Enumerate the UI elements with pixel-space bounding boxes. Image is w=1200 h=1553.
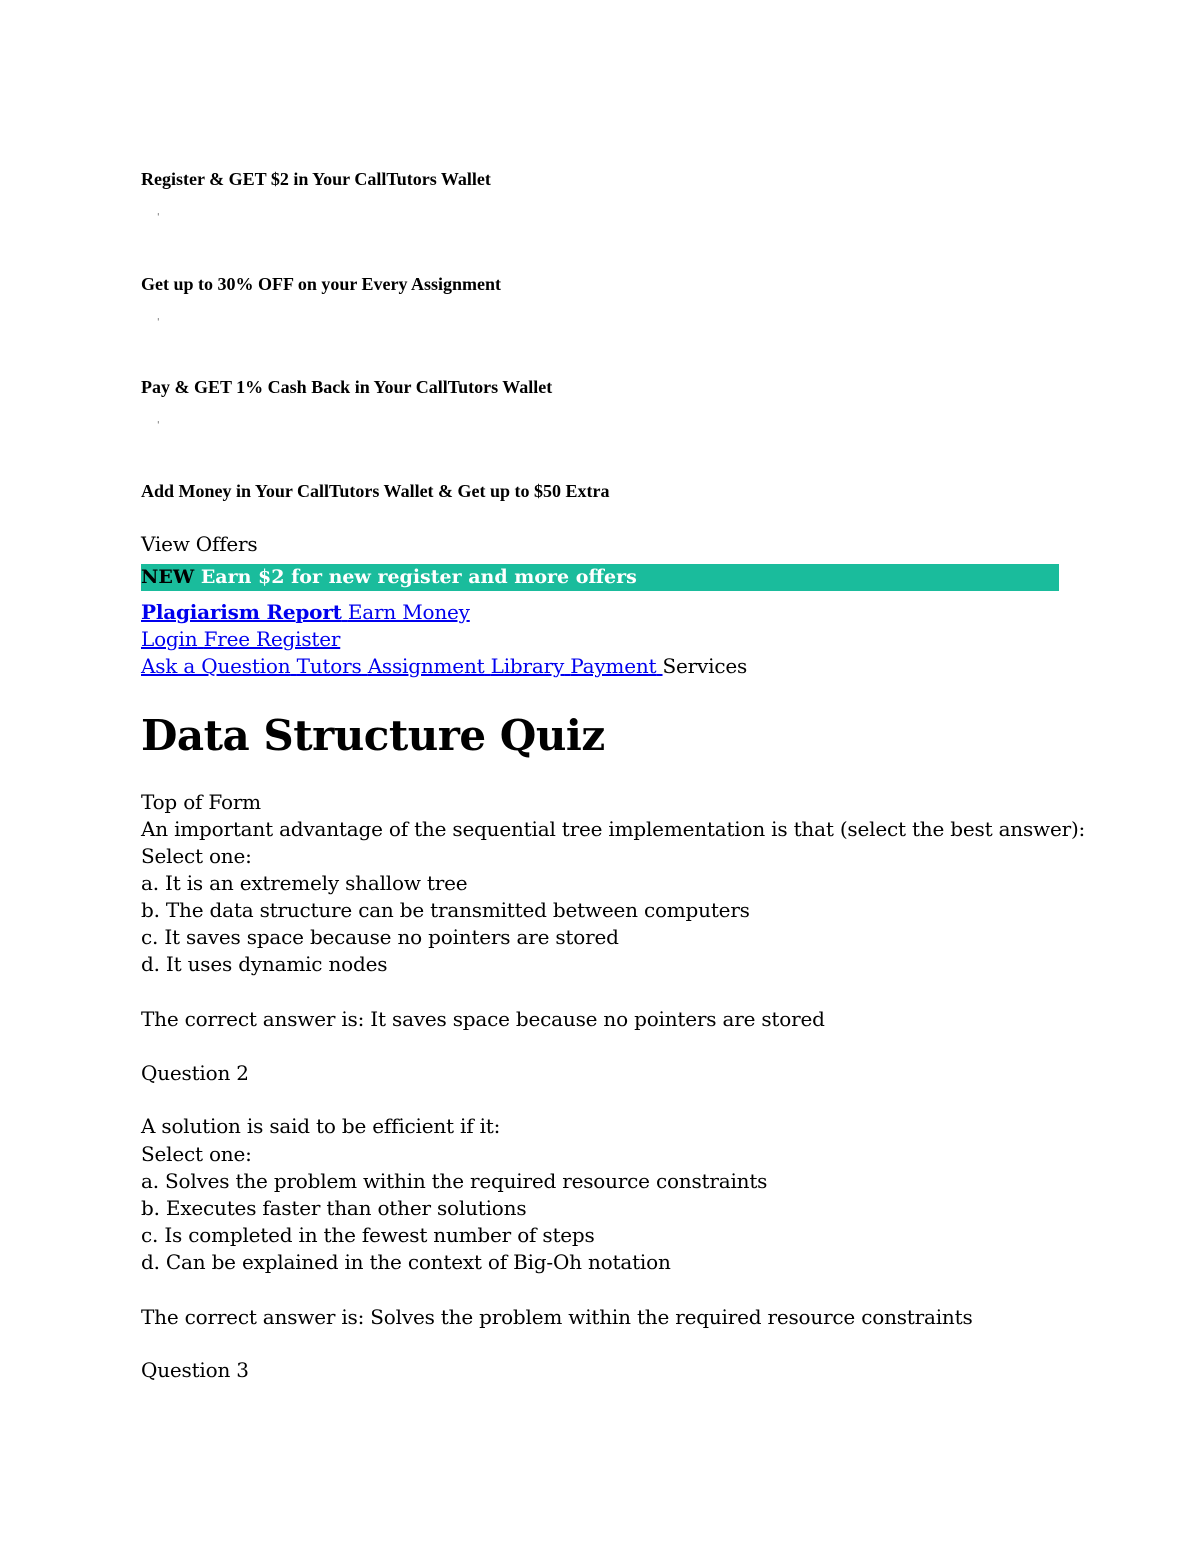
offer-discount: Get up to 30% OFF on your Every Assignment (141, 274, 502, 294)
offer-add-money: Add Money in Your CallTutors Wallet & Get up to $50 Extra (141, 481, 610, 501)
tutors-link[interactable]: Tutors (296, 654, 362, 678)
new-badge: NEW (141, 566, 195, 588)
question-2-heading: Question 2 (141, 1061, 249, 1085)
view-offers-text: View Offers (141, 532, 258, 556)
question-1-text: An important advantage of the sequential tree implementation is that (select the best answer): (141, 817, 1086, 841)
plagiarism-report-link[interactable]: Plagiarism Report (141, 600, 342, 624)
nav-row-2 (141, 626, 340, 652)
services-text: Services (662, 654, 748, 678)
assignment-link[interactable]: Assignment (367, 654, 485, 678)
question-2-answer: The correct answer is: Solves the problem within the required resource constraints (141, 1305, 973, 1329)
question-1-answer: The correct answer is: It saves space because no pointers are stored (141, 1007, 825, 1031)
nav-row-3 (141, 653, 747, 679)
question-1-option-c: c. It saves space because no pointers are stored (141, 925, 619, 949)
question-2-option-c: c. Is completed in the fewest number of steps (141, 1223, 595, 1247)
ask-question-link[interactable]: Ask a Question (141, 654, 291, 678)
top-of-form: Top of Form (141, 790, 261, 814)
payment-link[interactable]: Payment (570, 654, 657, 678)
question-2-select: Select one: (141, 1142, 252, 1166)
offer-register: Register & GET $2 in Your CallTutors Wallet (141, 169, 491, 189)
question-2-text: A solution is said to be efficient if it: (141, 1114, 501, 1138)
separator-mark-icon: ' (157, 213, 160, 223)
question-2-option-a: a. Solves the problem within the required resource constraints (141, 1169, 768, 1193)
login-link[interactable]: Login (141, 627, 198, 651)
question-1-option-b: b. The data structure can be transmitted between computers (141, 898, 750, 922)
separator-mark-icon: ' (157, 421, 160, 431)
library-link[interactable]: Library (490, 654, 565, 678)
earn-money-link[interactable]: Earn Money (347, 600, 470, 624)
question-1-option-d: d. It uses dynamic nodes (141, 952, 388, 976)
question-2-option-b: b. Executes faster than other solutions (141, 1196, 527, 1220)
question-1-option-a: a. It is an extremely shallow tree (141, 871, 468, 895)
promo-banner[interactable] (141, 564, 1059, 591)
question-3-heading: Question 3 (141, 1358, 249, 1382)
question-2-option-d: d. Can be explained in the context of Big-Oh notation (141, 1250, 671, 1274)
free-register-link[interactable]: Free Register (203, 627, 341, 651)
offer-cashback: Pay & GET 1% Cash Back in Your CallTutors Wallet (141, 377, 553, 397)
separator-mark-icon: ' (157, 318, 160, 328)
banner-text: Earn $2 for new register and more offers (200, 566, 637, 588)
page-title: Data Structure Quiz (141, 711, 605, 760)
question-1-select: Select one: (141, 844, 252, 868)
nav-row-1 (141, 599, 470, 625)
